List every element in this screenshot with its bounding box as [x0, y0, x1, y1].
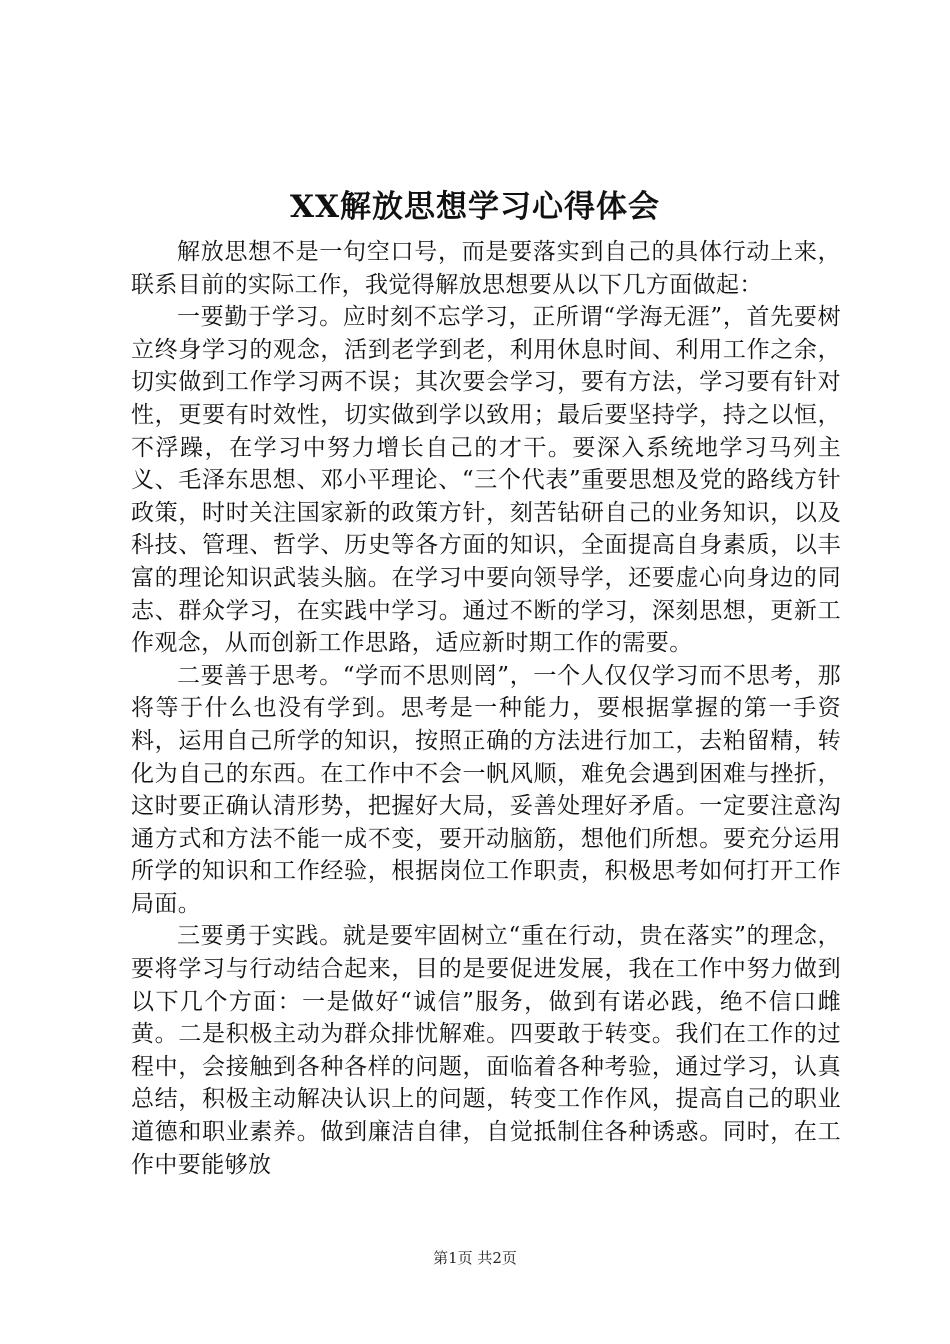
- paragraph-practice: 三要勇于实践。就是要牢固树立“重在行动，贵在落实”的理念，要将学习与行动结合起来，目的是要促进发展，我在工作中努力做到以下几个方面：一是做好“诚信”服务，做到有诺必践，绝不信口雌黄。二是积极主动为群众排忧解难。四要敢于转变。我们在工作的过程中，会接触到各种各样的问题，面临着各种考验，通过学习，认真总结，积极主动解决认识上的问题，转变工作作风，提高自己的职业道德和职业素养。做到廉洁自律，自觉抵制住各种诱惑。同时，在工作中要能够放: [131, 923, 841, 1178]
- paragraph-study: 一要勤于学习。应时刻不忘学习，正所谓“学海无涯”，首先要树立终身学习的观念，活到老学到老，利用休息时间、利用工作之余，切实做到工作学习两不误；其次要会学习，要有方法，学习要有针对性，更要有时效性，切实做到学以致用；最后要坚持学，持之以恒，不浮躁，在学习中努力增长自己的才干。要深入系统地学习马列主义、毛泽东思想、邓小平理论、“三个代表”重要思想及党的路线方针政策，时时关注国家新的政策方针，刻苦钻研自己的业务知识，以及科技、管理、哲学、历史等各方面的知识，全面提高自身素质，以丰富的理论知识武装头脑。在学习中要向领导学，还要虚心向身边的同志、群众学习，在实践中学习。通过不断的学习，深刻思想，更新工作观念，从而创新工作思路，适应新时期工作的需要。: [131, 304, 841, 657]
- document-title: XX解放思想学习心得体会: [289, 189, 661, 225]
- page-footer: 第1页 共2页: [433, 1249, 517, 1267]
- paragraph-intro: 解放思想不是一句空口号，而是要落实到自己的具体行动上来，联系目前的实际工作，我觉得解放思想要从以下几方面做起：: [131, 239, 841, 298]
- paragraph-think: 二要善于思考。“学而不思则罔”，一个人仅仅学习而不思考，那将等于什么也没有学到。思考是一种能力，要根据掌握的第一手资料，运用自己所学的知识，按照正确的方法进行加工，去粕留精，转化为自己的东西。在工作中不会一帆风顺，难免会遇到困难与挫折，这时要正确认清形势，把握好大局，妥善处理好矛盾。一定要注意沟通方式和方法不能一成不变，要开动脑筋，想他们所想。要充分运用所学的知识和工作经验，根据岗位工作职责，积极思考如何打开工作局面。: [131, 662, 841, 917]
- document-body: [131, 236, 841, 1181]
